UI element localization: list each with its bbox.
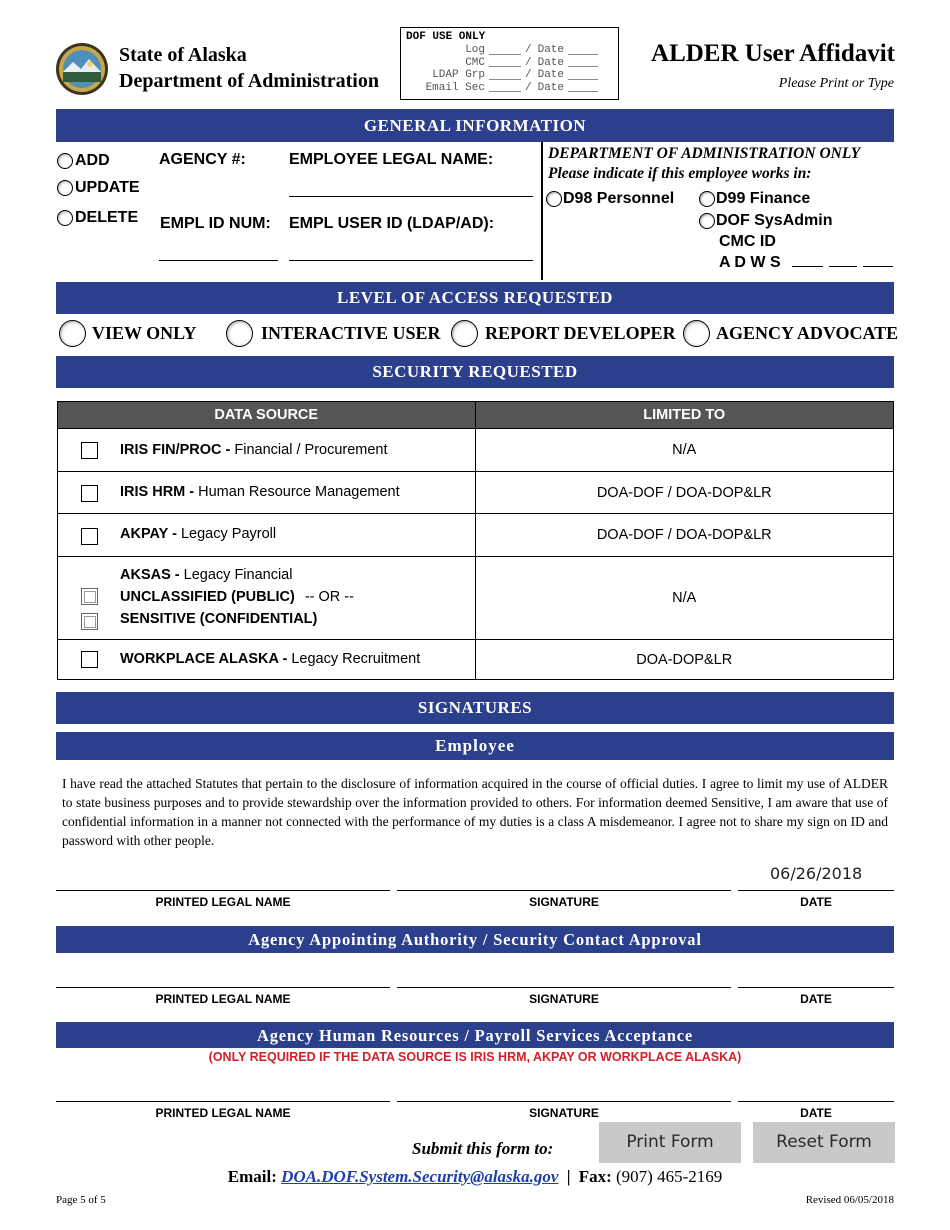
- form-title: ALDER User Affidavit: [651, 40, 895, 67]
- dof-sysadmin-radio[interactable]: [699, 213, 715, 229]
- signature-label: SIGNATURE: [529, 1106, 599, 1120]
- action-update[interactable]: UPDATE: [57, 179, 140, 197]
- doa-only-divider: [541, 142, 543, 280]
- hr-note: (ONLY REQUIRED IF THE DATA SOURCE IS IRIS HRM, AKPAY OR WORKPLACE ALASKA): [208, 1050, 742, 1064]
- table-row: [58, 640, 894, 680]
- view-only-radio[interactable]: [59, 320, 86, 347]
- table-row: [58, 557, 894, 640]
- access-interactive-user[interactable]: INTERACTIVE USER: [226, 320, 441, 347]
- employee-printed-name-line[interactable]: [56, 890, 390, 891]
- limited-to-cell: DOA-DOP&LR: [475, 640, 894, 680]
- date-label: DATE: [800, 1106, 832, 1120]
- state-seal-icon: [55, 42, 109, 96]
- date-label: DATE: [800, 895, 832, 909]
- aksas-sensitive-checkbox[interactable]: [81, 613, 98, 630]
- email-link[interactable]: DOA.DOF.System.Security@alaska.gov: [281, 1167, 559, 1186]
- employee-statement: I have read the attached Statutes that pertain to the disclosure of information acquired in the course of official duties. I agree to limit my use of ALDER to state business purposes and to provide stewardship over the information provided to others. For information deemed Sensitive, I am aware that use of confidential information in a manner not connected with the performance of my duties is a class A misdemeanor. I agree not to share my sign on ID and password with other people.: [62, 776, 888, 848]
- data-source-cell: WORKPLACE ALASKA - Legacy Recruitment: [58, 640, 476, 680]
- limited-to-cell: N/A: [475, 429, 894, 472]
- access-report-developer[interactable]: REPORT DEVELOPER: [451, 320, 676, 347]
- iris-fin-proc-checkbox[interactable]: [81, 442, 98, 459]
- doa-only-instruction: Please indicate if this employee works in:: [548, 165, 812, 182]
- limited-to-cell: N/A: [475, 557, 894, 640]
- agency-advocate-radio[interactable]: [683, 320, 710, 347]
- signature-label: SIGNATURE: [529, 992, 599, 1006]
- data-source-cell: AKPAY - Legacy Payroll: [58, 514, 476, 557]
- employee-date-value[interactable]: 06/26/2018: [770, 864, 863, 883]
- dof-row-email-sec: Email Sec / Date: [401, 82, 616, 95]
- iris-hrm-checkbox[interactable]: [81, 485, 98, 502]
- adws-field-1[interactable]: [792, 266, 823, 267]
- employee-signature-line[interactable]: [397, 890, 731, 891]
- table-row: [58, 514, 894, 557]
- aksas-unclassified-checkbox[interactable]: [81, 588, 98, 605]
- state-seal: [55, 42, 109, 96]
- action-delete[interactable]: DELETE: [57, 209, 138, 227]
- dof-row-log: Log / Date: [401, 44, 616, 57]
- contact-line: [0, 1167, 950, 1187]
- akpay-checkbox[interactable]: [81, 528, 98, 545]
- doa-only-heading: DEPARTMENT OF ADMINISTRATION ONLY: [548, 145, 861, 162]
- limited-to-cell: DOA-DOF / DOA-DOP&LR: [475, 514, 894, 557]
- workplace-alaska-checkbox[interactable]: [81, 651, 98, 668]
- security-requested-banner: SECURITY REQUESTED: [56, 356, 894, 388]
- access-agency-advocate[interactable]: AGENCY ADVOCATE: [683, 320, 898, 347]
- doa-option-d99[interactable]: D99 Finance: [699, 190, 810, 208]
- signatures-banner: SIGNATURES: [56, 692, 894, 724]
- empl-user-id-label: EMPL USER ID (LDAP/AD):: [289, 215, 495, 232]
- data-source-header: DATA SOURCE: [58, 402, 476, 429]
- access-view-only[interactable]: VIEW ONLY: [59, 320, 197, 347]
- add-radio[interactable]: [57, 153, 73, 169]
- adws-field-2[interactable]: [829, 266, 857, 267]
- data-source-cell: AKSAS - Legacy Financial UNCLASSIFIED (PUBLIC) -- OR -- SENSITIVE (CONFIDENTIAL): [58, 557, 476, 640]
- employee-legal-name-label: EMPLOYEE LEGAL NAME:: [289, 151, 494, 168]
- limited-to-header: LIMITED TO: [475, 402, 894, 429]
- date-label: DATE: [800, 992, 832, 1006]
- hr-banner: Agency Human Resources / Payroll Services Acceptance: [56, 1022, 894, 1048]
- printed-name-label: PRINTED LEGAL NAME: [155, 992, 291, 1006]
- printed-name-label: PRINTED LEGAL NAME: [155, 895, 291, 909]
- doa-option-d98[interactable]: D98 Personnel: [546, 190, 674, 208]
- email-label: Email:: [227, 1167, 277, 1186]
- approval-printed-name-line[interactable]: [56, 987, 390, 988]
- print-form-button[interactable]: Print Form: [599, 1122, 741, 1163]
- dof-row-ldap: LDAP Grp / Date: [401, 69, 616, 82]
- state-name: State of Alaska: [119, 44, 247, 66]
- general-information-banner: GENERAL INFORMATION: [56, 109, 894, 142]
- doa-option-dof-sysadmin[interactable]: DOF SysAdmin: [699, 212, 832, 230]
- adws-label: A D W S: [719, 254, 781, 271]
- action-add[interactable]: ADD: [57, 152, 110, 170]
- signature-label: SIGNATURE: [529, 895, 599, 909]
- employee-banner: Employee: [56, 732, 894, 760]
- approval-date-line[interactable]: [738, 987, 894, 988]
- empl-user-id-field[interactable]: [289, 260, 533, 261]
- adws-field-3[interactable]: [863, 266, 893, 267]
- fax-number: (907) 465-2169: [616, 1167, 723, 1186]
- security-table: [57, 401, 894, 680]
- employee-legal-name-field[interactable]: [289, 196, 533, 197]
- table-row: [58, 429, 894, 472]
- contact-divider: |: [566, 1167, 571, 1186]
- interactive-user-radio[interactable]: [226, 320, 253, 347]
- data-source-cell: IRIS HRM - Human Resource Management: [58, 472, 476, 514]
- d98-radio[interactable]: [546, 191, 562, 207]
- empl-id-field[interactable]: [159, 260, 278, 261]
- level-of-access-banner: LEVEL OF ACCESS REQUESTED: [56, 282, 894, 314]
- agency-number-label: AGENCY #:: [159, 151, 246, 168]
- empl-id-label: EMPL ID NUM:: [160, 215, 271, 232]
- agency-number-field[interactable]: [159, 173, 277, 195]
- delete-radio[interactable]: [57, 210, 73, 226]
- employee-date-line[interactable]: [738, 890, 894, 891]
- dof-row-cmc: CMC / Date: [401, 57, 616, 70]
- page-number: Page 5 of 5: [56, 1194, 106, 1206]
- revised-date: Revised 06/05/2018: [805, 1194, 894, 1206]
- table-row: [58, 472, 894, 514]
- dof-use-only-heading: DOF USE ONLY: [406, 31, 486, 43]
- fax-label: Fax:: [578, 1167, 612, 1186]
- department-name: Department of Administration: [119, 70, 379, 92]
- dof-use-only-box: [400, 27, 619, 100]
- form-subtitle: Please Print or Type: [778, 76, 894, 91]
- update-radio[interactable]: [57, 180, 73, 196]
- data-source-cell: IRIS FIN/PROC - Financial / Procurement: [58, 429, 476, 472]
- reset-form-button[interactable]: Reset Form: [753, 1122, 895, 1163]
- hr-printed-name-line[interactable]: [56, 1101, 390, 1102]
- printed-name-label: PRINTED LEGAL NAME: [155, 1106, 291, 1120]
- hr-date-line[interactable]: [738, 1101, 894, 1102]
- security-table-header: [58, 402, 894, 429]
- report-developer-radio[interactable]: [451, 320, 478, 347]
- d99-radio[interactable]: [699, 191, 715, 207]
- submit-label: Submit this form to:: [412, 1139, 554, 1158]
- hr-signature-line[interactable]: [397, 1101, 731, 1102]
- limited-to-cell: DOA-DOF / DOA-DOP&LR: [475, 472, 894, 514]
- approval-signature-line[interactable]: [397, 987, 731, 988]
- cmc-id-label: CMC ID: [719, 233, 776, 250]
- approval-banner: Agency Appointing Authority / Security Contact Approval: [56, 926, 894, 953]
